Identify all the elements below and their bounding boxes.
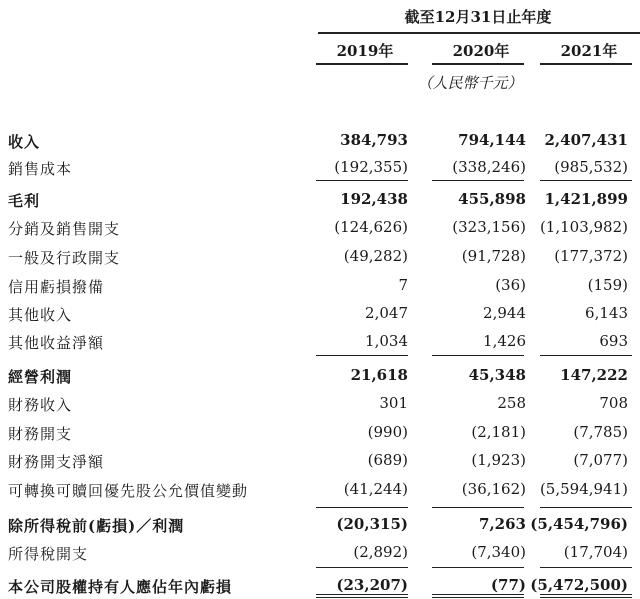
- value-2020: 794,144: [458, 131, 526, 149]
- subtotal-rule: [540, 180, 632, 181]
- total-double-rule: [432, 597, 524, 598]
- row-label: 收入: [8, 133, 41, 151]
- value-2020: (1,923): [471, 451, 526, 469]
- table-row: [0, 188, 640, 212]
- total-double-rule: [316, 594, 408, 595]
- value-2019: 301: [379, 394, 408, 412]
- value-2021: 6,143: [585, 304, 628, 322]
- subtotal-rule: [316, 180, 408, 181]
- value-2021: (7,077): [573, 451, 628, 469]
- value-2019: 384,793: [340, 131, 408, 149]
- table-row: [0, 129, 640, 153]
- period-heading: 截至12月31日止年度: [404, 8, 552, 26]
- value-2019: (124,626): [334, 218, 408, 236]
- value-2020: 45,348: [468, 366, 526, 384]
- row-label: 財務收入: [8, 396, 73, 414]
- row-label: 經營利潤: [8, 368, 73, 386]
- year-underline: [432, 63, 524, 65]
- value-2021: (1,103,982): [539, 218, 628, 236]
- table-row: [0, 302, 640, 326]
- value-2019: 192,438: [340, 190, 408, 208]
- subtotal-rule: [316, 355, 408, 356]
- value-2021: (5,454,796): [530, 515, 628, 533]
- table-row: [0, 449, 640, 473]
- value-2020: (36): [495, 276, 526, 294]
- total-double-rule: [432, 594, 524, 595]
- value-2020: 2,944: [483, 304, 526, 322]
- subtotal-rule: [432, 507, 524, 508]
- value-2021: (5,594,941): [539, 480, 628, 498]
- table-row: [0, 330, 640, 354]
- unit-label: （人民幣千元）: [417, 74, 523, 92]
- subtotal-rule: [432, 567, 524, 568]
- row-label: 銷售成本: [8, 160, 73, 178]
- table-row: [0, 541, 640, 565]
- value-2021: 1,421,899: [544, 190, 628, 208]
- value-2020: (36,162): [461, 480, 526, 498]
- value-2019: (689): [367, 451, 408, 469]
- row-label: 其他收入: [8, 306, 73, 324]
- value-2019: (23,207): [336, 576, 408, 594]
- table-row: [0, 245, 640, 269]
- value-2019: (20,315): [336, 515, 408, 533]
- subtotal-rule: [316, 507, 408, 508]
- year-underline: [540, 63, 632, 65]
- table-row: [0, 392, 640, 416]
- value-2020: 7,263: [479, 515, 526, 533]
- value-2020: 1,426: [483, 332, 526, 350]
- value-2021: (159): [587, 276, 628, 294]
- value-2021: (7,785): [573, 423, 628, 441]
- row-label: 其他收益淨額: [8, 334, 105, 352]
- row-label: 分銷及銷售開支: [8, 220, 121, 238]
- value-2021: 708: [599, 394, 628, 412]
- total-double-rule: [540, 594, 632, 595]
- year-underline: [316, 63, 408, 65]
- subtotal-rule: [316, 567, 408, 568]
- value-2019: 1,034: [365, 332, 408, 350]
- row-label: 毛利: [8, 192, 41, 210]
- row-label: 所得稅開支: [8, 545, 89, 563]
- table-row: [0, 156, 640, 180]
- table-row: [0, 216, 640, 240]
- value-2020: (91,728): [461, 247, 526, 265]
- value-2019: 2,047: [365, 304, 408, 322]
- year-2021-heading: 2021年: [560, 42, 618, 60]
- subtotal-rule: [432, 180, 524, 181]
- table-row: [0, 421, 640, 445]
- value-2020: 455,898: [458, 190, 526, 208]
- subtotal-rule: [540, 507, 632, 508]
- value-2019: (192,355): [334, 158, 408, 176]
- year-2019-heading: 2019年: [336, 42, 394, 60]
- row-label: 財務開支: [8, 425, 73, 443]
- row-label: 財務開支淨額: [8, 453, 105, 471]
- table-row: [0, 478, 640, 502]
- year-2020-heading: 2020年: [452, 42, 510, 60]
- value-2019: (990): [367, 423, 408, 441]
- value-2019: 21,618: [350, 366, 408, 384]
- table-row: [0, 513, 640, 537]
- value-2021: (985,532): [554, 158, 628, 176]
- row-label: 除所得稅前(虧損)／利潤: [8, 517, 185, 535]
- total-double-rule: [316, 597, 408, 598]
- row-label: 可轉換可贖回優先股公允價值變動: [8, 482, 249, 500]
- period-underline: [318, 32, 640, 34]
- value-2021: (5,472,500): [530, 576, 628, 594]
- value-2020: 258: [497, 394, 526, 412]
- value-2020: (338,246): [452, 158, 526, 176]
- value-2021: (177,372): [554, 247, 628, 265]
- row-label: 本公司股權持有人應佔年內虧損: [8, 578, 233, 596]
- value-2020: (323,156): [452, 218, 526, 236]
- value-2019: (2,892): [353, 543, 408, 561]
- total-double-rule: [540, 597, 632, 598]
- value-2021: 693: [599, 332, 628, 350]
- value-2020: (77): [490, 576, 526, 594]
- subtotal-rule: [432, 355, 524, 356]
- subtotal-rule: [540, 355, 632, 356]
- value-2020: (2,181): [471, 423, 526, 441]
- table-row: [0, 274, 640, 298]
- row-label: 一般及行政開支: [8, 249, 121, 267]
- value-2021: 147,222: [560, 366, 628, 384]
- value-2019: 7: [398, 276, 408, 294]
- row-label: 信用虧損撥備: [8, 278, 105, 296]
- subtotal-rule: [540, 567, 632, 568]
- value-2019: (49,282): [343, 247, 408, 265]
- value-2019: (41,244): [343, 480, 408, 498]
- table-row: [0, 364, 640, 388]
- value-2021: 2,407,431: [544, 131, 628, 149]
- value-2021: (17,704): [563, 543, 628, 561]
- value-2020: (7,340): [471, 543, 526, 561]
